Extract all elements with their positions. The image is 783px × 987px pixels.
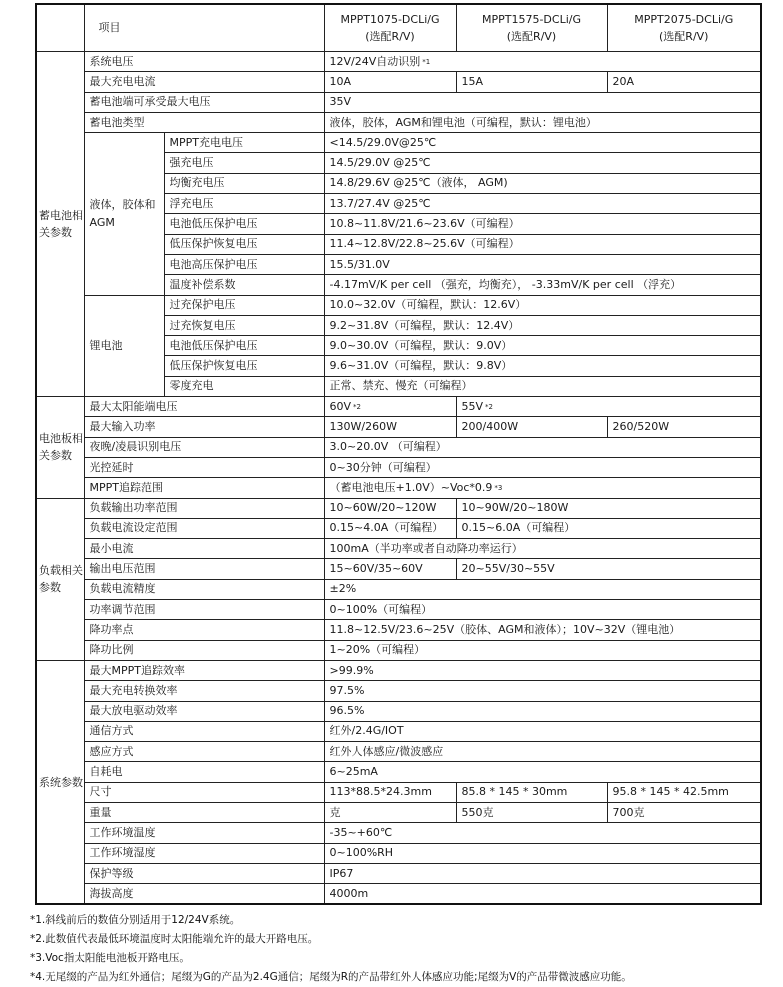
value-text: 9.2~31.8V（可编程，默认：12.4V） [329, 318, 520, 332]
value-text: 9.6~31.0V（可编程，默认：9.8V） [329, 359, 513, 373]
value-text: 100mA（半功率或者自动降功率运行） [329, 541, 523, 555]
value-cell [324, 457, 761, 477]
section-group-label: 蓄电池相关参数 [36, 52, 84, 397]
row-label: MPPT充电电压 [164, 133, 324, 153]
model-option: (选配R/V) [506, 30, 557, 43]
table-row [36, 660, 761, 680]
value-cell [324, 579, 761, 599]
value-cell [324, 153, 761, 173]
section-group-label: 系统参数 [36, 660, 84, 904]
value-cell [324, 539, 761, 559]
value-cell [607, 72, 761, 92]
value-cell [324, 843, 761, 863]
row-label: 重量 [84, 802, 324, 822]
header-model [607, 4, 761, 52]
value-text: 10~90W/20~180W [461, 501, 569, 515]
row-label: 工作环境温度 [84, 823, 324, 843]
value-text: 1~20%（可编程） [329, 643, 426, 657]
value-text: 85.8 * 145 * 30mm [461, 785, 568, 799]
row-label: 系统电压 [84, 52, 324, 72]
row-label: 尺寸 [84, 782, 324, 802]
row-label: 保护等级 [84, 863, 324, 883]
value-cell [324, 234, 761, 254]
value-text: 红外人体感应/微波感应 [329, 744, 444, 758]
row-label: MPPT追踪范围 [84, 478, 324, 498]
value-text: 15.5/31.0V [329, 257, 390, 271]
model-name: MPPT1575-DCLi/G [481, 13, 581, 26]
value-cell [324, 417, 456, 437]
row-label: 光控延时 [84, 457, 324, 477]
value-cell [324, 194, 761, 214]
value-text: 14.5/29.0V @25℃ [329, 156, 431, 170]
footnotes [30, 911, 632, 987]
value-text: 130W/260W [329, 419, 397, 433]
header-model [324, 4, 456, 52]
value-cell [456, 559, 761, 579]
value-cell [456, 782, 607, 802]
value-cell [324, 802, 456, 822]
footnote-ref: *2 [485, 402, 493, 411]
row-label: 低压保护恢复电压 [164, 356, 324, 376]
row-label: 最大太阳能端电压 [84, 397, 324, 417]
value-text: 55V [461, 399, 484, 413]
row-label: 最大充电电流 [84, 72, 324, 92]
row-label: 最大放电驱动效率 [84, 701, 324, 721]
value-cell [324, 336, 761, 356]
footnote-ref: *1 [422, 57, 431, 66]
value-cell [324, 681, 761, 701]
value-cell [324, 173, 761, 193]
table-row [36, 518, 761, 538]
value-text: ±2% [329, 582, 357, 596]
value-cell [324, 701, 761, 721]
value-cell [324, 782, 456, 802]
row-label: 零度充电 [164, 376, 324, 396]
header-item: 项目 [84, 4, 324, 52]
value-cell [324, 112, 761, 132]
value-cell [324, 133, 761, 153]
value-text: -35~+60℃ [329, 825, 393, 839]
section-group-label: 负载相关参数 [36, 498, 84, 660]
row-label: 过充保护电压 [164, 295, 324, 315]
value-text: 20A [612, 74, 635, 88]
value-text: 红外/2.4G/IOT [329, 724, 404, 738]
value-text: 10.0~32.0V（可编程，默认：12.6V） [329, 298, 527, 312]
footnote: *4.无尾缀的产品为红外通信；尾缀为G的产品为2.4G通信；尾缀为R的产品带红外人体感应功能;尾缀为V的产品带微波感应功能。 [30, 971, 632, 983]
value-cell [324, 863, 761, 883]
value-text: 12V/24V自动识别 [329, 54, 421, 68]
value-text: 60V [329, 399, 352, 413]
value-text: 97.5% [329, 683, 365, 697]
value-text: 液体，胶体，AGM和锂电池（可编程，默认：锂电池） [329, 115, 597, 129]
table-row [36, 640, 761, 660]
value-text: 4000m [329, 886, 369, 900]
row-label: 过充恢复电压 [164, 315, 324, 335]
table-row [36, 884, 761, 905]
subgroup-label: 锂电池 [84, 295, 164, 396]
row-label: 负载电流设定范围 [84, 518, 324, 538]
value-cell [607, 782, 761, 802]
footnote-ref: *3 [494, 483, 503, 492]
value-cell [324, 620, 761, 640]
table-row [36, 457, 761, 477]
table-row [36, 437, 761, 457]
table-row [36, 742, 761, 762]
header-corner [36, 4, 84, 52]
value-text: 700克 [612, 805, 645, 819]
value-text: 6~25mA [329, 765, 378, 779]
subgroup-label: 液体，胶体和AGM [84, 133, 164, 295]
table-row [36, 417, 761, 437]
value-text: 96.5% [329, 704, 365, 718]
table-row [36, 397, 761, 417]
row-label: 电池低压保护电压 [164, 336, 324, 356]
row-label: 感应方式 [84, 742, 324, 762]
table-row [36, 295, 761, 315]
value-text: 正常、禁充、慢充（可编程） [329, 379, 473, 393]
row-label: 降功率点 [84, 620, 324, 640]
table-row [36, 559, 761, 579]
table-row [36, 863, 761, 883]
row-label: 自耗电 [84, 762, 324, 782]
value-cell [324, 640, 761, 660]
value-text: 13.7/27.4V @25℃ [329, 196, 431, 210]
value-cell [607, 417, 761, 437]
value-cell [456, 417, 607, 437]
table-row [36, 721, 761, 741]
value-cell [456, 802, 607, 822]
value-text: 550克 [461, 805, 494, 819]
table-row [36, 133, 761, 153]
spec-table [35, 3, 762, 905]
value-text: 15~60V/35~60V [329, 562, 423, 576]
row-label: 降功比例 [84, 640, 324, 660]
value-cell [456, 498, 761, 518]
value-cell [324, 660, 761, 680]
row-label: 输出电压范围 [84, 559, 324, 579]
row-label: 最大充电转换效率 [84, 681, 324, 701]
value-text: 260/520W [612, 419, 670, 433]
row-label: 强充电压 [164, 153, 324, 173]
value-cell [324, 72, 456, 92]
model-name: MPPT1075-DCLi/G [340, 13, 440, 26]
value-cell [456, 518, 761, 538]
value-cell [324, 437, 761, 457]
table-row [36, 539, 761, 559]
row-label: 工作环境湿度 [84, 843, 324, 863]
row-label: 温度补偿系数 [164, 275, 324, 295]
row-label: 海拔高度 [84, 884, 324, 905]
row-label: 最小电流 [84, 539, 324, 559]
section-group-label: 电池板相关参数 [36, 397, 84, 498]
table-row [36, 681, 761, 701]
value-text: 10A [329, 74, 352, 88]
value-text: 35V [329, 95, 352, 109]
value-text: 0.15~4.0A（可编程） [329, 521, 444, 535]
value-text: 15A [461, 74, 484, 88]
value-text: 10.8~11.8V/21.6~23.6V（可编程） [329, 217, 520, 231]
value-cell [324, 559, 456, 579]
value-text: 0.15~6.0A（可编程） [461, 521, 576, 535]
row-label: 蓄电池端可承受最大电压 [84, 92, 324, 112]
value-cell [456, 72, 607, 92]
row-label: 低压保护恢复电压 [164, 234, 324, 254]
value-cell [324, 397, 456, 417]
row-label: 蓄电池类型 [84, 112, 324, 132]
value-cell [324, 52, 761, 72]
value-text: 0~100%（可编程） [329, 602, 433, 616]
value-cell [607, 802, 761, 822]
row-label: 负载输出功率范围 [84, 498, 324, 518]
value-cell [324, 742, 761, 762]
value-cell [324, 762, 761, 782]
row-label: 功率调节范围 [84, 600, 324, 620]
table-row [36, 92, 761, 112]
value-text: 10~60W/20~120W [329, 501, 437, 515]
row-label: 电池低压保护电压 [164, 214, 324, 234]
row-label: 均衡充电压 [164, 173, 324, 193]
value-cell [324, 315, 761, 335]
value-cell [456, 397, 761, 417]
table-row [36, 498, 761, 518]
value-text: 113*88.5*24.3mm [329, 785, 432, 799]
value-cell [324, 295, 761, 315]
row-label: 负载电流精度 [84, 579, 324, 599]
value-cell [324, 518, 456, 538]
table-row [36, 782, 761, 802]
value-cell [324, 823, 761, 843]
table-row [36, 478, 761, 498]
footnote: *3.Voc指太阳能电池板开路电压。 [30, 952, 190, 964]
value-cell [324, 600, 761, 620]
value-cell [324, 376, 761, 396]
row-label: 电池高压保护电压 [164, 254, 324, 274]
table-row [36, 843, 761, 863]
model-option: (选配R/V) [365, 30, 415, 43]
footnote: *1.斜线前后的数值分别适用于12/24V系统。 [30, 914, 241, 926]
value-text: 克 [329, 805, 341, 819]
table-row [36, 72, 761, 92]
table-row [36, 579, 761, 599]
value-cell [324, 92, 761, 112]
row-label: 通信方式 [84, 721, 324, 741]
value-text: 11.8~12.5V/23.6~25V（胶体、AGM和液体）；10V~32V（锂电池） [329, 622, 681, 636]
row-label: 最大MPPT追踪效率 [84, 660, 324, 680]
value-text: （蓄电池电压+1.0V）~Voc*0.9 [329, 480, 493, 494]
row-label: 夜晚/凌晨识别电压 [84, 437, 324, 457]
table-row [36, 52, 761, 72]
value-text: <14.5/29.0V@25℃ [329, 135, 437, 149]
value-text: 11.4~12.8V/22.8~25.6V（可编程） [329, 237, 520, 251]
value-text: 0~100%RH [329, 846, 394, 860]
row-label: 最大输入功率 [84, 417, 324, 437]
footnote-ref: *2 [353, 402, 361, 411]
model-name: MPPT2075-DCLi/G [634, 13, 734, 26]
table-row [36, 823, 761, 843]
value-text: >99.9% [329, 663, 374, 677]
header-row [36, 4, 761, 52]
value-cell [324, 721, 761, 741]
footnote: *2.此数值代表最低环境温度时太阳能端允许的最大开路电压。 [30, 933, 319, 945]
table-row [36, 701, 761, 721]
table-row [36, 112, 761, 132]
table-row [36, 802, 761, 822]
value-text: 20~55V/30~55V [461, 562, 555, 576]
value-text: 0~30分钟（可编程） [329, 460, 437, 474]
value-cell [324, 254, 761, 274]
value-text: 14.8/29.6V @25℃（液体， AGM) [329, 176, 508, 190]
value-cell [324, 884, 761, 905]
table-row [36, 600, 761, 620]
value-text: -4.17mV/K per cell （强充，均衡充）， -3.33mV/K per cell （浮充） [329, 277, 682, 291]
header-model [456, 4, 607, 52]
value-text: 95.8 * 145 * 42.5mm [612, 785, 729, 799]
value-text: 200/400W [461, 419, 519, 433]
value-cell [324, 356, 761, 376]
value-cell [324, 214, 761, 234]
table-row [36, 620, 761, 640]
value-text: 3.0~20.0V （可编程） [329, 440, 447, 454]
value-text: IP67 [329, 866, 354, 880]
value-cell [324, 275, 761, 295]
model-option: (选配R/V) [659, 30, 709, 43]
value-text: 9.0~30.0V（可编程，默认：9.0V） [329, 338, 513, 352]
row-label: 浮充电压 [164, 194, 324, 214]
value-cell [324, 498, 456, 518]
value-cell [324, 478, 761, 498]
table-row [36, 762, 761, 782]
